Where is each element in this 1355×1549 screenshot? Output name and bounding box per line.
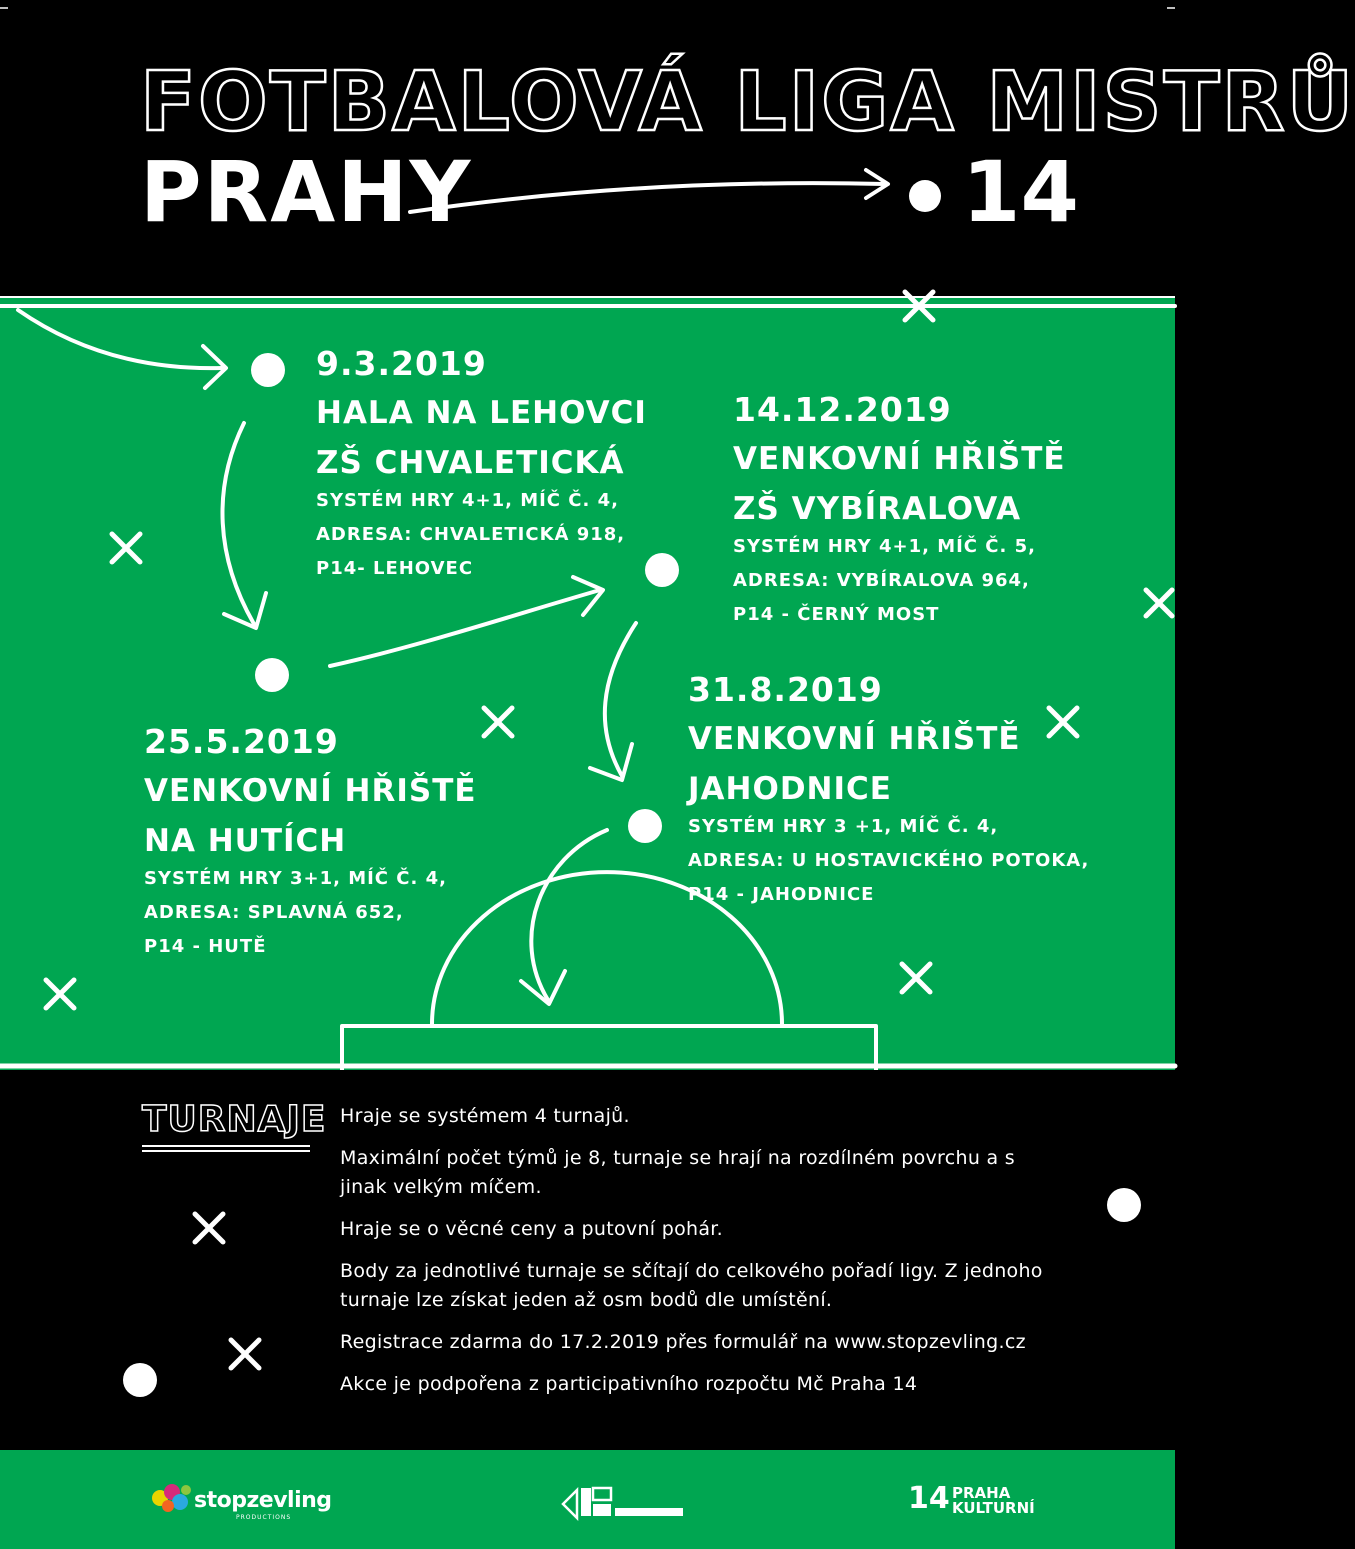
ball-icon bbox=[251, 353, 285, 387]
cross-icon bbox=[195, 1214, 223, 1242]
event-date: 9.3.2019 bbox=[316, 344, 487, 383]
event-card bbox=[316, 344, 647, 586]
list-item: Akce je podpořena z participativního rozpočtu Mč Praha 14 bbox=[340, 1373, 918, 1395]
info-list bbox=[340, 1102, 1060, 1412]
splash-icon bbox=[148, 1480, 194, 1516]
event-detail: SYSTÉM HRY 4+1, MÍČ Č. 4, bbox=[316, 490, 619, 511]
ball-icon bbox=[1107, 1188, 1141, 1222]
praha-text bbox=[952, 1486, 1035, 1516]
event-card bbox=[144, 722, 477, 964]
list-item: Hraje se o věcné ceny a putovní pohár. bbox=[340, 1218, 723, 1240]
cross-icon bbox=[484, 708, 512, 736]
event-detail: P14 - ČERNÝ MOST bbox=[733, 604, 940, 625]
event-detail: P14 - HUTĚ bbox=[144, 936, 267, 957]
event-date: 14.12.2019 bbox=[733, 390, 952, 429]
ball-icon bbox=[909, 180, 941, 212]
ball-icon bbox=[255, 658, 289, 692]
praha-line2: KULTURNÍ bbox=[952, 1499, 1035, 1517]
cross-icon bbox=[1146, 590, 1172, 616]
heading-underline bbox=[142, 1145, 310, 1155]
praha-line1: PRAHA bbox=[952, 1484, 1011, 1502]
list-item: Body za jednotlivé turnaje se sčítají do celkového pořadí ligy. Z jednoho turnaje lze získat jeden až osm bodů dle umístění. bbox=[340, 1260, 1043, 1311]
event-date: 31.8.2019 bbox=[688, 670, 883, 709]
event-detail: SYSTÉM HRY 3 +1, MÍČ Č. 4, bbox=[688, 816, 999, 837]
event-date: 25.5.2019 bbox=[144, 722, 339, 761]
ball-icon bbox=[645, 553, 679, 587]
section-heading: TURNAJE bbox=[142, 1099, 327, 1140]
event-detail: P14 - JAHODNICE bbox=[688, 884, 875, 905]
cross-icon bbox=[46, 980, 74, 1008]
cross-icon bbox=[902, 964, 930, 992]
cross-icon bbox=[112, 534, 140, 562]
event-detail: ADRESA: SPLAVNÁ 652, bbox=[144, 902, 404, 923]
path-arrow bbox=[18, 310, 222, 368]
event-card bbox=[688, 670, 1089, 912]
center-logo bbox=[563, 1484, 685, 1520]
path-arrow bbox=[222, 423, 254, 624]
event-detail: ADRESA: CHVALETICKÁ 918, bbox=[316, 524, 626, 545]
event-venue: VENKOVNÍ HŘIŠTĚ bbox=[144, 773, 477, 809]
path-arrow bbox=[330, 590, 600, 666]
event-detail: ADRESA: U HOSTAVICKÉHO POTOKA, bbox=[688, 850, 1090, 871]
pitch bbox=[0, 298, 1175, 1070]
list-item: Hraje se systémem 4 turnajů. bbox=[340, 1105, 630, 1127]
footer bbox=[0, 1450, 1175, 1549]
event-detail: P14- LEHOVEC bbox=[316, 558, 474, 579]
event-detail: ADRESA: VYBÍRALOVA 964, bbox=[733, 570, 1030, 591]
event-detail: SYSTÉM HRY 4+1, MÍČ Č. 5, bbox=[733, 536, 1036, 557]
title-praha: PRAHY bbox=[140, 143, 473, 241]
praha-number: 14 bbox=[908, 1481, 950, 1516]
list-item: Maximální počet týmů je 8, turnaje se hrají na rozdílném povrchu a s jinak velkým míčem. bbox=[340, 1147, 1015, 1198]
event-card bbox=[733, 390, 1066, 632]
event-venue: NA HUTÍCH bbox=[144, 823, 347, 859]
event-venue: ZŠ VYBÍRALOVA bbox=[733, 491, 1022, 527]
event-venue: ZŠ CHVALETICKÁ bbox=[316, 445, 625, 481]
cross-icon bbox=[231, 1340, 259, 1368]
title-line1: FOTBALOVÁ LIGA MISTRŮ bbox=[140, 55, 1355, 150]
title-number: 14 bbox=[962, 143, 1079, 241]
stopzevling-sub: PRODUCTIONS bbox=[236, 1514, 292, 1521]
ball-icon bbox=[628, 809, 662, 843]
event-detail: SYSTÉM HRY 3+1, MÍČ Č. 4, bbox=[144, 868, 447, 889]
event-venue: VENKOVNÍ HŘIŠTĚ bbox=[688, 721, 1021, 757]
event-venue: VENKOVNÍ HŘIŠTĚ bbox=[733, 441, 1066, 477]
event-venue: JAHODNICE bbox=[688, 771, 892, 807]
ball-icon bbox=[123, 1363, 157, 1397]
path-arrow bbox=[531, 830, 607, 1000]
header bbox=[0, 0, 1355, 298]
list-item: Registrace zdarma do 17.2.2019 přes formulář na www.stopzevling.cz bbox=[340, 1331, 1026, 1353]
stopzevling-name: stopzevling bbox=[194, 1488, 332, 1513]
event-venue: HALA NA LEHOVCI bbox=[316, 395, 647, 431]
